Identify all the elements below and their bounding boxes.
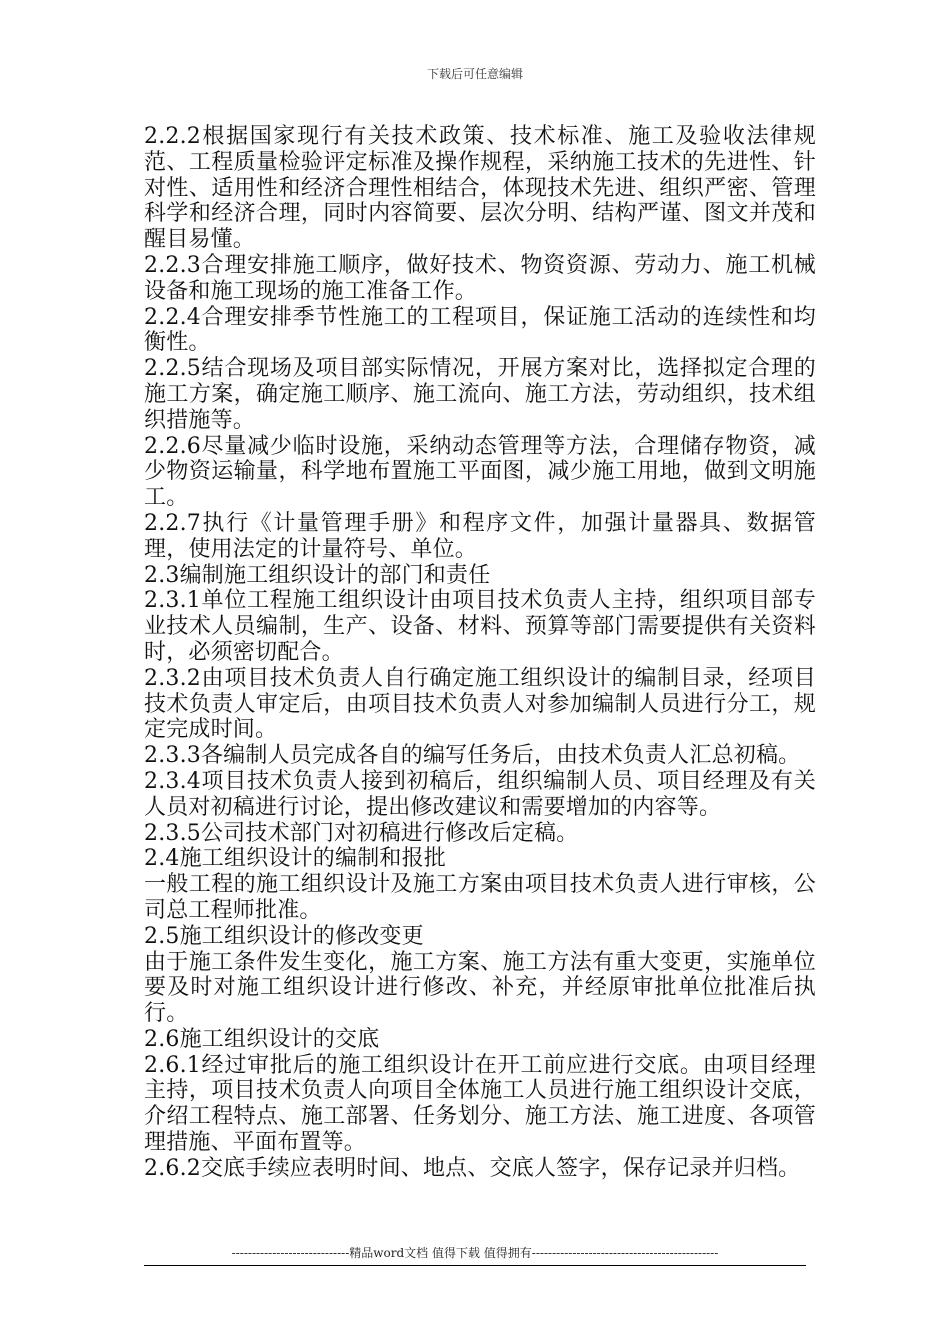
paragraph-2-2-7: 2.2.7执行《计量管理手册》和程序文件，加强计量器具、数据管理，使用法定的计量符号、单位。 (144, 510, 816, 562)
paragraph-2-3-3: 2.3.3各编制人员完成各自的编写任务后，由技术负责人汇总初稿。 (144, 743, 801, 769)
section-heading-2-6: 2.6施工组织设计的交底 (144, 1026, 380, 1052)
page-header-note: 下载后可任意编辑 (426, 67, 523, 81)
paragraph-2-2-6: 2.2.6尽量减少临时设施，采纳动态管理等方法，合理储存物资，减少物资运输量，科学地布置施工平面图，减少施工用地，做到文明施工。 (144, 433, 816, 511)
paragraph-2-3-1: 2.3.1单位工程施工组织设计由项目技术负责人主持，组织项目部专业技术人员编制，生产、设备、材料、预算等部门需要提供有关资料时，必须密切配合。 (144, 588, 816, 665)
paragraph-2-2-5: 2.2.5结合现场及项目部实际情况，开展方案对比，选择拟定合理的施工方案，确定施工顺序、施工流向、施工方法，劳动组织，技术组织措施等。 (144, 356, 816, 433)
section-heading-2-5: 2.5施工组织设计的修改变更 (144, 923, 424, 949)
section-heading-2-4: 2.4施工组织设计的编制和报批 (144, 846, 446, 872)
page-footer (144, 1245, 806, 1266)
paragraph-2-5-body: 由于施工条件发生变化，施工方案、施工方法有重大变更，实施单位要及时对施工组织设计进行修改、补充，并经原审批单位批准后执行。 (144, 949, 816, 1027)
paragraph-2-6-1: 2.6.1经过审批后的施工组织设计在开工前应进行交底。由项目经理主持，项目技术负责人向项目全体施工人员进行施工组织设计交底，介绍工程特点、施工部署、任务划分、施工方法、施工进度、各项管理措施、平面布置等。 (144, 1052, 816, 1156)
paragraph-2-4-body: 一般工程的施工组织设计及施工方案由项目技术负责人进行审核，公司总工程师批准。 (144, 872, 816, 923)
section-heading-2-3: 2.3编制施工组织设计的部门和责任 (144, 562, 491, 588)
paragraph-2-2-3: 2.2.3合理安排施工顺序，做好技术、物资资源、劳动力、施工机械设备和施工现场的施工准备工作。 (144, 252, 816, 304)
footer-divider (144, 1265, 806, 1266)
paragraph-2-6-2: 2.6.2交底手续应表明时间、地点、交底人签字，保存记录并归档。 (144, 1155, 801, 1181)
document-body (144, 124, 816, 1182)
paragraph-2-3-4: 2.3.4项目技术负责人接到初稿后，组织编制人员、项目经理及有关人员对初稿进行讨论，提出修改建议和需要增加的内容等。 (144, 768, 816, 820)
footer-text: -----------------------------精品word文档 值得下载 值得拥有---------------------------------------------- (231, 1246, 719, 1260)
paragraph-2-2-2: 2.2.2根据国家现行有关技术政策、技术标准、施工及验收法律规范、工程质量检验评定标准及操作规程，采纳施工技术的先进性、针对性、适用性和经济合理性相结合，体现技术先进、组织严密、管理科学和经济合理，同时内容简要、层次分明、结构严谨、图文并茂和醒目易懂。 (144, 124, 816, 253)
paragraph-2-3-2: 2.3.2由项目技术负责人自行确定施工组织设计的编制目录，经项目技术负责人审定后，由项目技术负责人对参加编制人员进行分工，规定完成时间。 (144, 665, 816, 743)
paragraph-2-3-5: 2.3.5公司技术部门对初稿进行修改后定稿。 (144, 820, 579, 846)
paragraph-2-2-4: 2.2.4合理安排季节性施工的工程项目，保证施工活动的连续性和均衡性。 (144, 304, 816, 356)
